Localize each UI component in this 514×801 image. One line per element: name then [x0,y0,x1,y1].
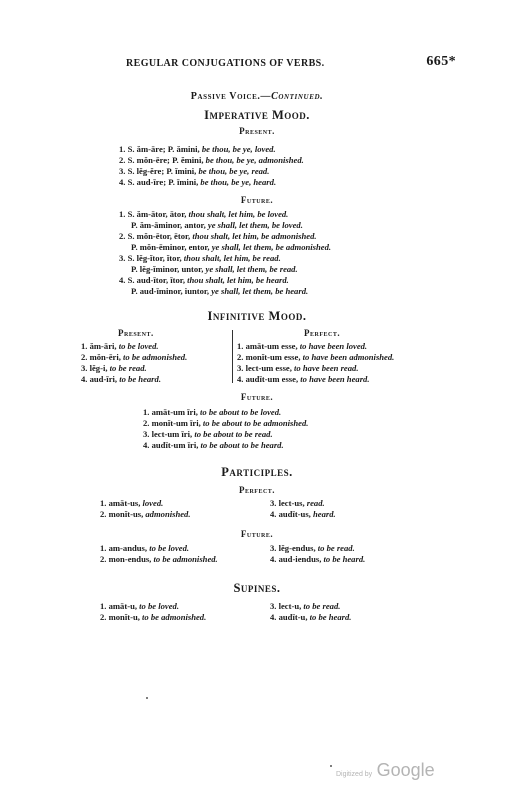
infinitive-present-list [81,341,187,385]
list-item: 4. audīt-us, heard. [270,509,336,519]
list-item: 2. monĭt-um esse, to have been admonished. [237,352,395,362]
list-item: 1. amāt-um īri, to be about to be loved. [143,407,282,417]
scan-speck [330,765,332,767]
participles-perfect-heading: Perfect. [238,485,276,495]
infinitive-perfect-list [237,341,394,385]
list-item: 1. S. ăm-āre; P. ămini, be thou, be ye, loved. [119,144,276,154]
list-item: 1. S. ăm-ātor, ātor, thou shalt, let him, be loved. [119,209,289,219]
infinitive-future-list [143,407,308,451]
list-item: 4. S. aud-īre; P. īmini, be thou, be ye, heard. [119,177,277,187]
list-item: 2. mon-endus, to be admonished. [100,554,218,564]
passive-voice-continued: —Continued. [260,91,324,102]
supines-heading: Supines. [233,581,281,595]
imperative-heading: Imperative Mood. [204,108,310,122]
participles-future-right [270,543,365,565]
supines-right [270,601,351,623]
list-item: 3. lĕg-i, to be read. [81,363,147,373]
digitized-watermark [336,760,435,781]
list-item: 3. lect-um īri, to be about to be read. [143,429,273,439]
passive-voice-heading [0,91,514,102]
list-item: 4. aud-īri, to be heard. [81,374,161,384]
list-item: P. ăm-āminor, antor, ye shall, let them, be loved. [131,220,303,230]
list-item: 4. audīt-u, to be heard. [270,612,352,622]
infinitive-heading: Infinitive Mood. [207,309,307,323]
participles-perfect-right [270,498,336,520]
list-item: 1. amāt-us, loved. [100,498,164,508]
google-logo: Google [376,760,435,780]
column-divider [232,330,233,383]
participles-future-left [100,543,218,565]
list-item: 2. mŏn-ēri, to be admonished. [81,352,188,362]
list-item: 1. am-andus, to be loved. [100,543,190,553]
list-item: P. lĕg-ĭminor, untor, ye shall, let them, be read. [131,264,298,274]
scan-speck [146,697,148,699]
imperative-future-list [119,209,331,297]
list-item: 1. amāt-um esse, to have been loved. [237,341,368,351]
participles-perfect-left [100,498,191,520]
participles-heading: Participles. [221,465,293,479]
list-item: 3. S. lĕg-ĕre; P. ĭmini, be thou, be ye, read. [119,166,270,176]
list-item: 2. S. mŏn-ētor, ētor, thou shalt, let him, be admonished. [119,231,317,241]
list-item: 1. amāt-u, to be loved. [100,601,180,611]
page-number: 665* [426,54,456,69]
list-item: 2. monĭt-u, to be admonished. [100,612,207,622]
list-item: 2. S. mŏn-ēre; P. ĕmini, be thou, be ye, admonished. [119,155,304,165]
list-item: 4. audīt-um īri, to be about to be heard. [143,440,284,450]
infinitive-future-heading: Future. [240,392,274,402]
header-title: REGULAR CONJUGATIONS OF VERBS. [126,58,325,69]
watermark-prefix: Digitized by [336,771,373,778]
imperative-present-list [119,144,304,188]
list-item: 2. monĭt-um īri, to be about to be admonished. [143,418,309,428]
list-item: 2. monĭt-us, admonished. [100,509,191,519]
participles-future-heading: Future. [240,529,274,539]
list-item: P. aud-īminor, iuntor, ye shall, let them, be heard. [131,286,309,296]
list-item: 3. lect-us, read. [270,498,325,508]
list-item: 4. aud-iendus, to be heard. [270,554,366,564]
running-header [126,54,456,69]
imperative-future-heading: Future. [240,195,274,205]
list-item: 3. lect-um esse, to have been read. [237,363,359,373]
list-item: P. mŏn-ēminor, entor, ye shall, let them, be admonished. [131,242,332,252]
list-item: 4. S. aud-ītor, ītor, thou shalt, let him, be heard. [119,275,289,285]
list-item: 3. lĕg-endus, to be read. [270,543,355,553]
list-item: 4. audīt-um esse, to have been heard. [237,374,370,384]
infinitive-perfect-heading: Perfect. [304,328,341,338]
list-item: 1. ăm-āri, to be loved. [81,341,159,351]
supines-left [100,601,206,623]
infinitive-present-heading: Present. [118,328,154,338]
passive-voice-title: Passive Voice. [190,91,261,102]
list-item: 3. lect-u, to be read. [270,601,341,611]
list-item: 3. S. lĕg-ĭtor, ĭtor, thou shalt, let him, be read. [119,253,281,263]
imperative-present-heading: Present. [239,126,275,136]
